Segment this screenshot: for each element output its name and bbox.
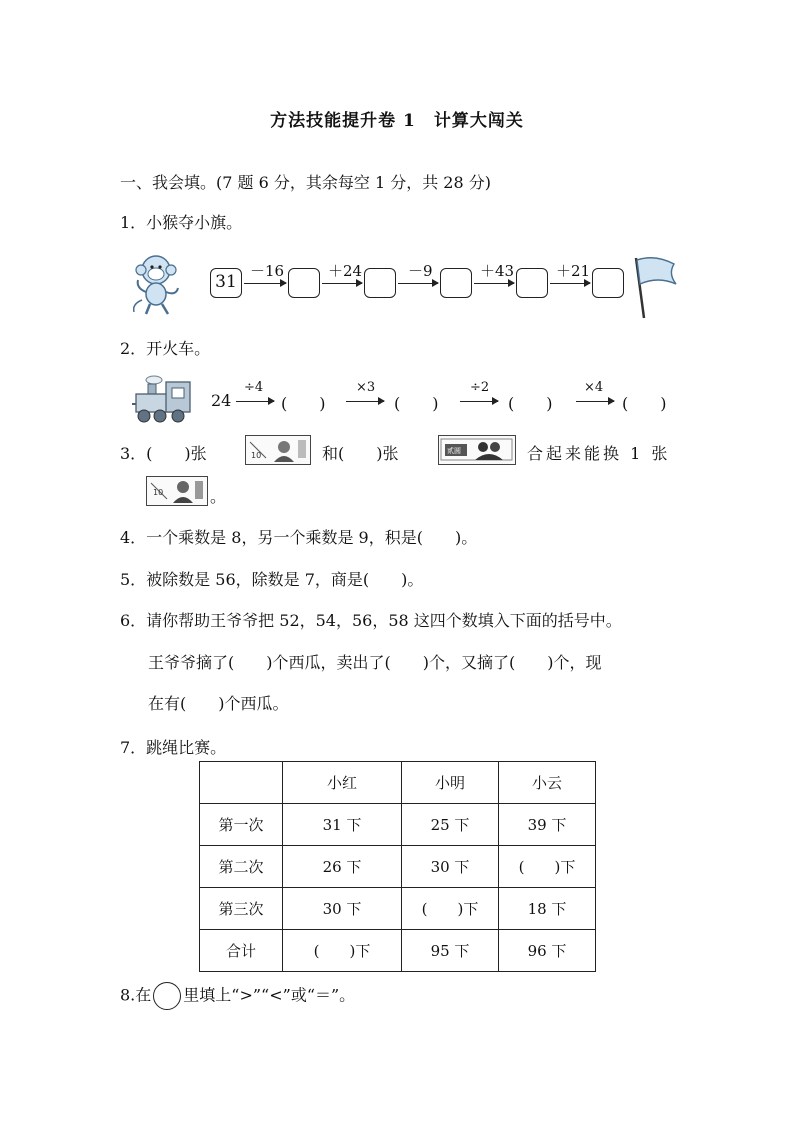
table-row [200,804,596,846]
q1-answer-box-4[interactable] [516,268,548,298]
ten-yuan-bill-icon [245,435,311,465]
two-yuan-bill-icon [438,435,516,465]
q1-arrow-3 [398,283,438,284]
q2-arrow-1 [236,401,274,402]
q1-arrow-2 [322,283,362,284]
twenty-yuan-bill-denom: 10 [153,488,164,497]
q2-op-1: ÷4 [244,380,264,395]
q1-arrow-1 [244,283,286,284]
table-cell: 26 下 [283,846,402,888]
q8-line [120,982,355,1010]
table-cell: 95 下 [402,930,499,972]
table-header-cell [200,762,283,804]
table-cell: 第一次 [200,804,283,846]
q1-arrow-4 [474,283,514,284]
table-blank-cell[interactable]: ( )下 [283,930,402,972]
q1-op-5: ＋21 [556,262,591,280]
q6-line-1: 6．请你帮助王爷爷把 52，54，56，58 这四个数填入下面的括号中。 [120,611,622,630]
q1-op-1: －16 [250,262,285,280]
q2-label: 2．开火车。 [120,339,211,358]
table-cell: 25 下 [402,804,499,846]
compare-circle-icon [153,982,181,1010]
train-icon [130,374,196,426]
table-cell: 96 下 [499,930,596,972]
q2-op-3: ÷2 [470,380,490,395]
table-cell: 30 下 [402,846,499,888]
q5-text: 5．被除数是 56，除数是 7，商是( )。 [120,570,424,589]
q7-label: 7．跳绳比赛。 [120,738,227,757]
q3-suffix: 合起来能换 1 张 [527,444,671,463]
q1-answer-box-2[interactable] [364,268,396,298]
q1-answer-box-5[interactable] [592,268,624,298]
page-title: 方法技能提升卷 1 计算大闯关 [270,111,524,131]
q1-op-4: ＋43 [480,262,515,280]
q1-label: 1．小猴夺小旗。 [120,213,243,232]
table-header-cell: 小云 [499,762,596,804]
table-header-row [200,762,596,804]
jump-rope-table [199,761,596,972]
table-row [200,930,596,972]
q2-arrow-4 [576,401,614,402]
q2-start-value: 24 [211,391,232,410]
q2-op-4: ×4 [584,380,604,395]
section-heading: 一、我会填。(7 题 6 分，其余每空 1 分，共 28 分) [120,173,491,192]
q2-arrow-2 [346,401,384,402]
table-cell: 30 下 [283,888,402,930]
q1-answer-box-3[interactable] [440,268,472,298]
table-header-cell: 小明 [402,762,499,804]
table-blank-cell[interactable]: ( )下 [499,846,596,888]
flag-icon [630,254,680,320]
q4-text: 4．一个乘数是 8，另一个乘数是 9，积是( )。 [120,528,478,547]
table-row [200,888,596,930]
q6-line-2: 王爷爷摘了( )个西瓜，卖出了( )个，又摘了( )个，现 [148,653,602,672]
table-cell: 18 下 [499,888,596,930]
q2-blank-3[interactable]: ( ) [508,394,553,413]
table-row [200,846,596,888]
q1-start-value: 31 [215,272,237,292]
q2-blank-1[interactable]: ( ) [281,394,326,413]
q3-end: 。 [210,487,227,506]
twenty-yuan-bill-icon [146,476,208,506]
table-cell: 第二次 [200,846,283,888]
q3-and: 和( )张 [322,444,399,463]
q6-line-3: 在有( )个西瓜。 [148,694,289,713]
q1-answer-box-1[interactable] [288,268,320,298]
q2-op-2: ×3 [356,380,376,395]
q1-op-3: －9 [408,262,433,280]
ten-yuan-bill-denom: 10 [251,451,262,460]
q2-blank-4[interactable]: ( ) [622,394,667,413]
q2-blank-2[interactable]: ( ) [394,394,439,413]
table-header-cell: 小红 [283,762,402,804]
table-cell: 31 下 [283,804,402,846]
table-cell: 第三次 [200,888,283,930]
q8-suffix: 里填上“>”“<”或“＝”。 [183,985,356,1005]
q2-arrow-3 [460,401,498,402]
table-cell: 39 下 [499,804,596,846]
table-blank-cell[interactable]: ( )下 [402,888,499,930]
q8-prefix: 8.在 [120,985,152,1005]
q1-op-2: ＋24 [328,262,363,280]
two-yuan-bill-denom: 贰圆 [447,447,461,455]
table-cell: 合计 [200,930,283,972]
q3-prefix: 3．( )张 [120,444,207,463]
monkey-icon [128,252,184,316]
q1-arrow-5 [550,283,590,284]
